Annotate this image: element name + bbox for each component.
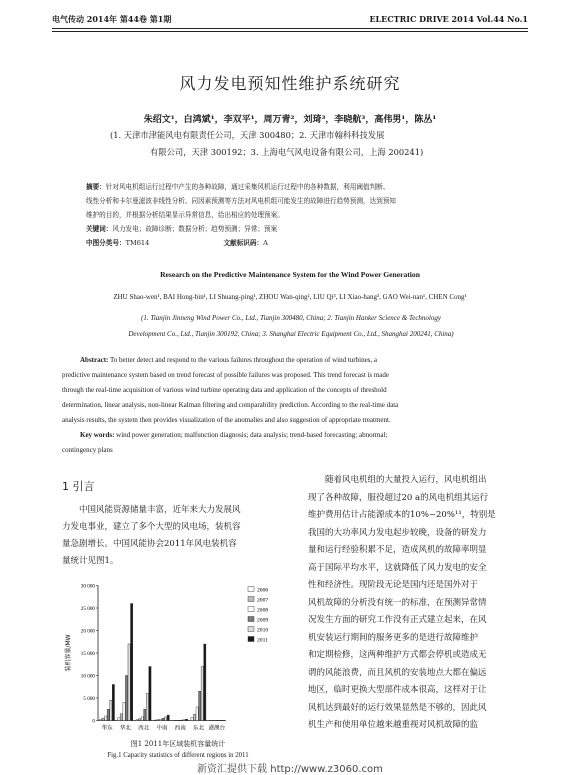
abstract-cn-line: 维护的目的，并根据分析结果显示异常信息，给出相应的处理预案。 <box>86 211 284 219</box>
body-line: 随着风电机组的大量投入运行，风电机组出 <box>325 475 487 485</box>
header-rule <box>52 28 528 29</box>
legend-swatch <box>248 637 254 642</box>
abstract-en-line: determination, linear analysis, non-linear Kalman filtering and comparability prediction. According to the real-time data <box>62 401 399 409</box>
body-line: 力发电事业，建立了多个大型的风电场，装机容 <box>62 522 241 532</box>
y-tick-label: 15 000 <box>80 651 95 657</box>
bar <box>162 718 164 720</box>
abstract-en-line: analysis results, the system then provides visualization of the anomalies and also suggestion of appropriate treatment. <box>62 416 391 424</box>
download-watermark: 新资汇提供下载 http://www.z3060.com <box>197 764 383 775</box>
x-tick-label: 东北 <box>192 725 205 732</box>
affiliation-line-2: 有限公司，天津 300192；3. 上海电气风电设备有限公司，上海 200241) <box>150 147 424 157</box>
abstract-en <box>62 353 520 428</box>
section-heading: 1 引言 <box>62 480 95 493</box>
body-line: 性和经济性。现阶段无论是国内还是国外对于 <box>308 580 479 590</box>
abstract-cn-line: 线性分析和卡尔曼滤波非线性分析、同因素预测等方法对风电机组可能发生的故障进行趋势预测，达到预知 <box>86 197 396 205</box>
legend-swatch <box>248 617 254 622</box>
bar <box>157 720 159 721</box>
body-left-column <box>62 502 294 570</box>
legend-swatch <box>248 607 254 612</box>
body-line: 量统计见图1。 <box>62 556 119 566</box>
x-tick-label: 华北 <box>119 725 132 732</box>
abstract-cn-label: 摘要： <box>86 183 106 191</box>
header-rule-thin <box>52 31 528 32</box>
legend-label: 2006 <box>257 587 269 594</box>
legend-label: 2007 <box>257 597 269 604</box>
bar <box>110 700 112 720</box>
bar <box>136 720 138 721</box>
keywords-en-label: Key words: <box>80 431 115 439</box>
bar <box>201 667 203 721</box>
journal-header-left: 电气传动 2014年 第44卷 第1期 <box>52 14 172 24</box>
running-header <box>52 12 528 26</box>
affiliation-line-1: (1. 天津市津能风电有限责任公司，天津 300480；2. 天津市翰科科技发展 <box>110 130 385 140</box>
english-affiliation-line-2: Development Co., Ltd., Tianjin 300192, China; 3. Shanghai Electric Equipment Co., Ltd., Shanghai 200241, China) <box>128 330 454 338</box>
english-authors: ZHU Shao-wen¹, BAI Hong-bin¹, LI Shuang-ping¹, ZHOU Wan-qing², LIU Qi³, LI Xiao-hang³, GAO Wei-nan¹, CHEN Cong¹ <box>113 293 467 301</box>
legend-label: 2008 <box>257 607 269 614</box>
abstract-en-line: To better detect and respond to the various failures throughout the operation of wind turbines, a <box>110 356 378 364</box>
keywords-en-line: contingency plans <box>62 446 113 454</box>
bar <box>141 717 143 721</box>
body-line: 维护费用估计占能源成本的10%~20%¹¹，特别是 <box>308 510 496 520</box>
figure-caption-en: Fig.1 Capacity statistics of different regions in 2011 <box>107 752 249 759</box>
abstract-en-line: through the real-time acquisition of various wind turbine operating data and application of the concepts of threshold <box>62 386 387 394</box>
body-line: 谓的风能浪费，而且风机的安装地点大都在偏远 <box>308 667 487 678</box>
bar <box>105 716 107 721</box>
x-tick-label: 西北 <box>138 725 150 732</box>
abstract-cn-line: 针对风电机组运行过程中产生的各种故障，通过采集风机运行过程中的各种数据，利用阈值判断、 <box>105 183 390 191</box>
x-tick-label: 西南 <box>174 725 186 732</box>
body-line: 中国风能资源储量丰富，近年来大力发展风 <box>79 505 241 515</box>
body-line: 量急剧增长。中国风能协会2011年风电装机容 <box>62 539 237 549</box>
body-line: 风机故障的分析没有统一的标准，在预测异常情 <box>308 597 487 608</box>
body-right-column <box>308 472 540 735</box>
legend-label: 2011 <box>257 637 268 644</box>
english-title: Research on the Predictive Maintenance System for the Wind Power Generation <box>160 270 420 279</box>
body-line: 和定期检修，这两种维护方式都会停机或造成无 <box>308 650 487 660</box>
body-line: 我国的大功率风力发电起步较晚，设备的研发力 <box>308 527 487 538</box>
bar <box>139 719 141 721</box>
doc-code-label: 文献标识码： <box>223 239 264 247</box>
keywords-cn: 风力发电；故障诊断；数据分析；趋势预测；异常；预案 <box>112 225 278 233</box>
bar <box>196 707 198 721</box>
clc-number: TM614 <box>125 239 150 247</box>
body-line: 况发生方面的研究工作没有正式建立起来，在风 <box>308 615 487 625</box>
y-tick-label: 30 000 <box>80 583 95 590</box>
y-tick-label: 10 000 <box>80 673 95 680</box>
legend-swatch <box>248 587 254 592</box>
y-axis-label: 装机容量/MW <box>65 634 72 672</box>
body-line: 风机达到最好的运行效果显然是不够的，因此风 <box>308 702 487 713</box>
body-line: 机生产和使用单位越来越重视对风机故障的监 <box>308 720 479 730</box>
journal-header-right: ELECTRIC DRIVE 2014 Vol.44 No.1 <box>369 14 528 24</box>
keywords-cn-label: 关键词： <box>86 225 113 233</box>
doc-code: A <box>263 239 268 247</box>
bar <box>146 694 148 721</box>
paper-title: 风力发电预知性维护系统研究 <box>179 74 401 93</box>
english-affiliation-line-1: (1. Tianjin Jinneng Wind Power Co., Ltd., Tianjin 300480, China; 2. Tianjin Hanker Science & Technology <box>141 314 441 322</box>
bar <box>128 644 130 721</box>
bar <box>112 685 114 721</box>
bar <box>144 709 146 720</box>
bar <box>204 644 206 721</box>
bar <box>199 691 201 720</box>
author-list: 朱绍文¹，白鸿斌¹，李双平¹，周万青²，刘琦³，李晓航³，高伟男¹，陈丛¹ <box>143 115 437 125</box>
abstract-en-line: predictive maintenance system based on trend forecast of possible failures was proposed. This trend forecast is made <box>62 371 390 379</box>
figure-1-chart <box>62 570 294 750</box>
bar <box>191 717 193 720</box>
bar <box>165 717 167 721</box>
bar <box>159 719 161 720</box>
legend-label: 2010 <box>257 627 269 634</box>
bar <box>183 720 185 721</box>
y-tick-label: 0 <box>92 718 95 725</box>
body-line: 现了各种故障，服役超过20 a的风电机组其运行 <box>308 492 489 503</box>
bar <box>107 709 109 720</box>
bar <box>123 703 125 721</box>
legend-swatch <box>248 597 254 602</box>
bar <box>149 667 151 721</box>
keywords-en-line: wind power generation; malfunction diagnosis; data analysis; trend-based forecasting; abnormal; <box>116 431 388 439</box>
bar <box>100 719 102 720</box>
abstract-cn <box>86 180 494 250</box>
legend-swatch <box>248 627 254 632</box>
body-line: 机安装运行期间的服务更多的是进行故障维护 <box>308 632 479 643</box>
y-tick-label: 5 000 <box>83 696 95 702</box>
bar <box>120 714 122 721</box>
y-tick-label: 25 000 <box>80 606 95 612</box>
bar <box>193 714 195 720</box>
body-line: 量和运行经验积累不足，造成风机的故障率明显 <box>308 545 487 555</box>
clc-label: 中图分类号： <box>86 239 126 247</box>
keywords-en <box>62 428 520 458</box>
abstract-en-label: Abstract: <box>80 356 109 364</box>
bar <box>118 718 120 721</box>
bar <box>167 715 169 720</box>
legend-label: 2009 <box>257 617 269 624</box>
body-line: 高于国际平均水平，这就降低了风力发电的安全 <box>308 562 487 573</box>
y-tick-label: 20 000 <box>80 628 95 635</box>
x-tick-label: 港澳台 <box>208 725 226 732</box>
x-tick-label: 中南 <box>156 725 168 732</box>
bar <box>102 718 104 720</box>
x-tick-label: 华东 <box>101 725 113 732</box>
bar <box>125 676 127 721</box>
body-line: 地区，临时更换大型部件成本很高，这样对于让 <box>308 685 487 695</box>
figure-caption-cn: 图1 2011年区域装机容量统计 <box>130 740 226 748</box>
bar <box>185 719 187 720</box>
bar <box>131 604 133 721</box>
